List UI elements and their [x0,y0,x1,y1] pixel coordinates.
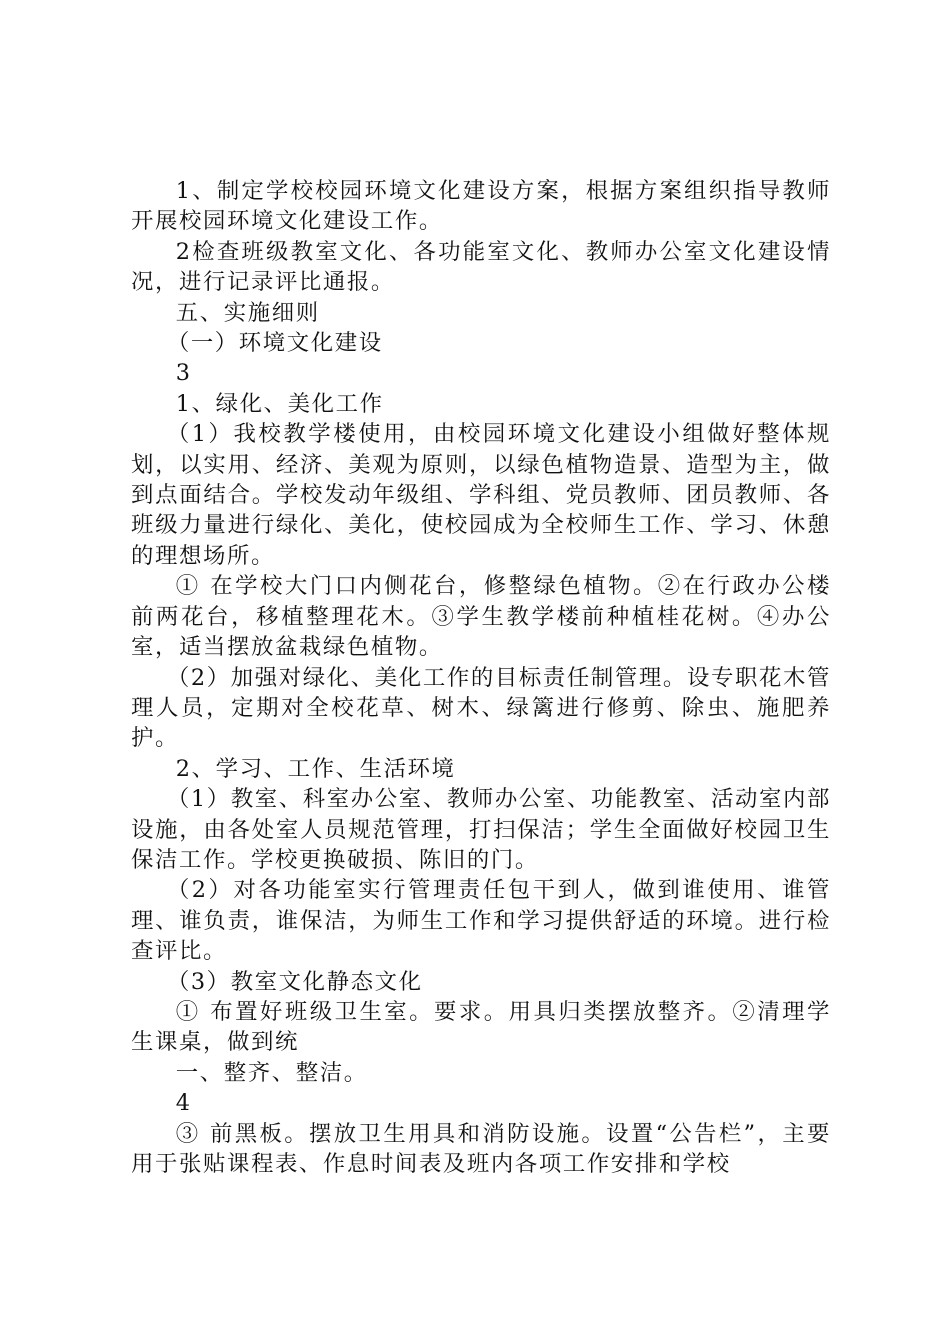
subsection-heading-environment: （一）环境文化建设 [166,330,383,357]
paragraph-greening-list: ① 在学校大门口内侧花台，修整绿色植物。②在行政办公楼前两花台，移植整理花木。③学生教学楼前种植桂花树。④办公室，适当摆放盆栽绿色植物。 [131,573,831,661]
item-heading-environment: 2、学习、工作、生活环境 [175,755,456,782]
paragraph-greening-1: （1）我校教学楼使用，由校园环境文化建设小组做好整体规划，以实用、经济、美观为原则，以绿色植物造景、造型为主，做到点面结合。学校发动年级组、学科组、党员教师、团员教师、各班级力量进行绿化、美化，使校园成为全校师生工作、学习、休憩的理想场所。 [131,421,831,569]
page-number-4: 4 [175,1090,192,1117]
item-heading-classroom-culture: （3）教室文化静态文化 [166,968,423,995]
paragraph-classroom-1: ① 布置好班级卫生室。要求。用具归类摆放整齐。②清理学生课桌，做到统 [131,998,831,1056]
item-heading-greening: 1、绿化、美化工作 [175,390,384,417]
paragraph-2: 2检查班级教室文化、各功能室文化、教师办公室文化建设情况，进行记录评比通报。 [131,238,831,296]
page-number-3: 3 [175,360,192,387]
paragraph-classroom-2: 一、整齐、整洁。 [175,1059,368,1086]
paragraph-greening-2: （2）加强对绿化、美化工作的目标责任制管理。设专职花木管理人员，定期对全校花草、树木、绿篱进行修剪、除虫、施肥养护。 [131,664,831,752]
paragraph-classroom-3: ③ 前黑板。摆放卫生用具和消防设施。设置“公告栏”，主要用于张贴课程表、作息时间表及班内各项工作安排和学校 [131,1120,831,1177]
section-heading-implementation: 五、实施细则 [175,299,320,326]
paragraph-1: 1、制定学校校园环境文化建设方案，根据方案组织指导教师开展校园环境文化建设工作。 [131,178,831,235]
paragraph-environment-2: （2）对各功能室实行管理责任包干到人，做到谁使用、谁管理、谁负责，谁保洁，为师生工作和学习提供舒适的环境。进行检查评比。 [131,877,831,965]
document-body [131,176,831,1179]
paragraph-environment-1: （1）教室、科室办公室、教师办公室、功能教室、活动室内部设施，由各处室人员规范管理，打扫保洁；学生全面做好校园卫生保洁工作。学校更换破损、陈旧的门。 [131,786,831,873]
